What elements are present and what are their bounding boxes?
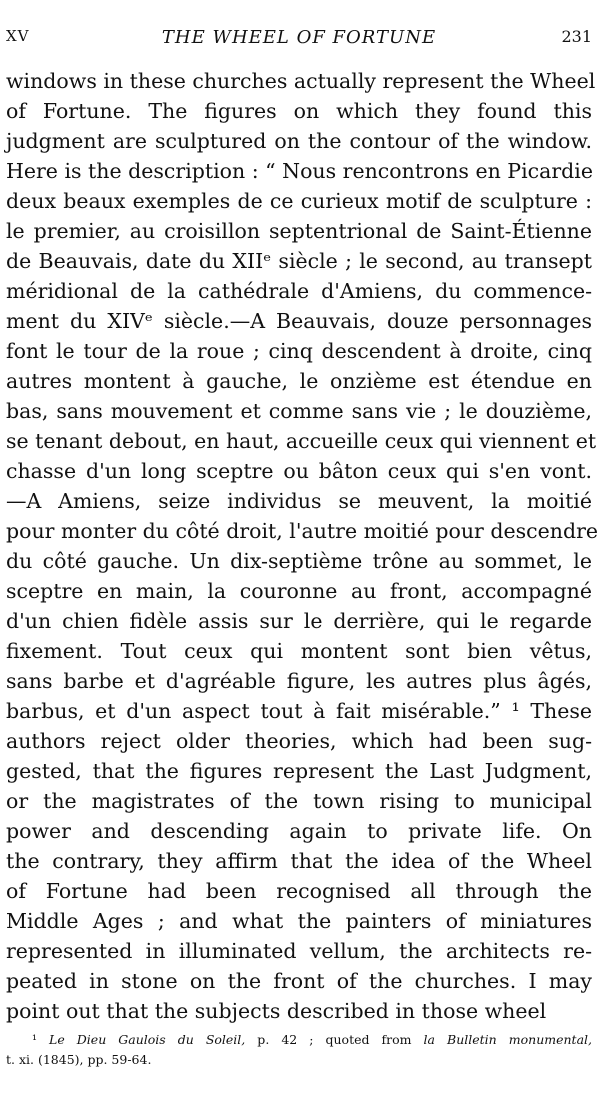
text-line: gested, that the figures represent the Last Judgment, xyxy=(6,759,592,783)
text-line: fixement. Tout ceux qui montent sont bien vêtus, xyxy=(6,639,592,663)
text-line: du côté gauche. Un dix-septième trône au sommet, le xyxy=(6,549,592,573)
text-line: point out that the subjects described in those wheel xyxy=(6,999,547,1023)
page-number: 231 xyxy=(561,27,592,46)
text-line: sans barbe et d'agréable figure, les autres plus âgés, xyxy=(6,669,592,693)
text-line: peated in stone on the front of the churches. I may xyxy=(6,969,592,993)
body-text xyxy=(6,66,599,1026)
footnote-work-title: Le Dieu Gaulois du Soleil, xyxy=(49,1032,246,1047)
footnote-volume-pages: t. xi. (1845), pp. 59-64. xyxy=(6,1052,152,1067)
text-line: judgment are sculptured on the contour of the window. xyxy=(6,129,592,153)
text-line: bas, sans mouvement et comme sans vie ; le douzième, xyxy=(6,399,592,423)
text-line: pour monter du côté droit, l'autre moitié pour descendre xyxy=(6,519,599,543)
text-line: represented in illuminated vellum, the architects re- xyxy=(6,939,592,963)
text-line: ment du XIVᵉ siècle.—A Beauvais, douze personnages xyxy=(6,309,592,333)
text-line: deux beaux exemples de ce curieux motif de sculpture : xyxy=(6,189,592,213)
text-line: de Beauvais, date du XIIᵉ siècle ; le second, au transept xyxy=(6,249,592,273)
text-line: font le tour de la roue ; cinq descendent à droite, cinq xyxy=(6,339,592,363)
text-line: chasse d'un long sceptre ou bâton ceux qui s'en vont. xyxy=(6,459,592,483)
text-line: —A Amiens, seize individus se meuvent, la moitié xyxy=(6,489,592,513)
text-line: of Fortune had been recognised all through the xyxy=(6,879,592,903)
text-line: authors reject older theories, which had been sug- xyxy=(6,729,592,753)
text-line: d'un chien fidèle assis sur le derrière, qui le regarde xyxy=(6,609,592,633)
footnote-source-title: la Bulletin monumental, xyxy=(423,1032,592,1047)
chapter-number: XV xyxy=(6,27,30,45)
text-line: autres montent à gauche, le onzième est étendue en xyxy=(6,369,592,393)
running-title: THE WHEEL OF FORTUNE xyxy=(161,27,437,48)
footnote-citation xyxy=(6,1030,592,1050)
footnote-text: p. 42 ; quoted from xyxy=(245,1032,424,1047)
text-line: Here is the description : “ Nous rencontrons en Picardie xyxy=(6,159,593,183)
footnote xyxy=(6,1030,592,1070)
text-line: windows in these churches actually represent the Wheel xyxy=(6,69,596,93)
text-line: or the magistrates of the town rising to municipal xyxy=(6,789,592,813)
running-head xyxy=(6,27,592,51)
text-line: méridional de la cathédrale d'Amiens, du commence- xyxy=(6,279,592,303)
text-line: of Fortune. The figures on which they found this xyxy=(6,99,592,123)
text-line: sceptre en main, la couronne au front, accompagné xyxy=(6,579,592,603)
text-line: barbus, et d'un aspect tout à fait misérable.” ¹ These xyxy=(6,699,592,723)
text-line: le premier, au croisillon septentrional de Saint-Étienne xyxy=(6,219,592,243)
text-line: power and descending again to private life. On xyxy=(6,819,592,843)
text-line: Middle Ages ; and what the painters of miniatures xyxy=(6,909,592,933)
text-line: the contrary, they affirm that the idea of the Wheel xyxy=(6,849,592,873)
footnote-marker: ¹ xyxy=(32,1032,38,1047)
text-line: se tenant debout, en haut, accueille ceux qui viennent et xyxy=(6,429,597,453)
